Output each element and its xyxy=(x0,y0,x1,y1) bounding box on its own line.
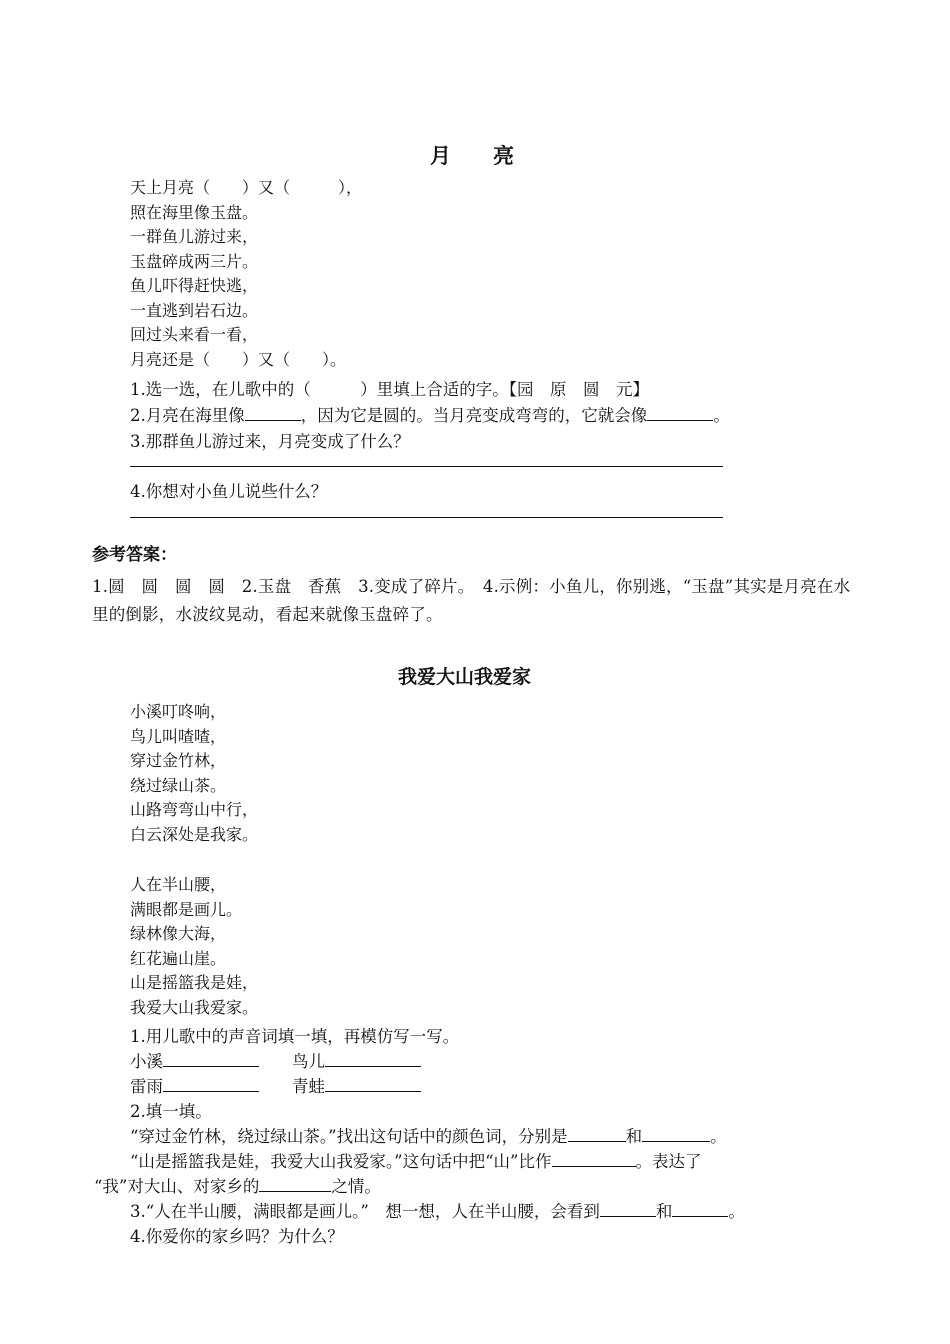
fill-label: 雷雨 xyxy=(130,1077,163,1096)
question-text: “我”对大山、对家乡的 xyxy=(94,1177,260,1196)
fill-label: 青蛙 xyxy=(292,1077,325,1096)
section1-question-1: 1.选一选，在儿歌中的（ ）里填上合适的字。【园 原 圆 元】 xyxy=(130,380,649,399)
poem-line: 鱼儿吓得赶快逃， xyxy=(130,276,259,295)
poem-line: 山是摇篮我是娃， xyxy=(130,973,259,992)
section2-question-2-line-1 xyxy=(130,1123,727,1147)
poem-line: 鸟儿叫喳喳， xyxy=(130,726,227,746)
answer-blank[interactable] xyxy=(552,1152,636,1167)
answer-blank[interactable] xyxy=(325,1052,421,1067)
answer-blank[interactable] xyxy=(642,1127,710,1142)
question-text: 。 xyxy=(713,406,730,425)
question-text: 2.月亮在海里像 xyxy=(130,406,245,425)
answers-heading: 参考答案： xyxy=(92,545,177,565)
question-text: “穿过金竹林，绕过绿山茶。”找出这句话中的颜色词，分别是 xyxy=(130,1127,568,1146)
poem-line: 一群鱼儿游过来， xyxy=(130,227,259,246)
fill-row xyxy=(130,1073,259,1097)
answer-blank[interactable] xyxy=(600,1202,656,1217)
section2-question-2-line-2 xyxy=(130,1148,702,1172)
poem-line: 红花遍山崖。 xyxy=(130,948,227,968)
answer-line[interactable] xyxy=(130,517,723,518)
fill-label: 鸟儿 xyxy=(292,1052,325,1071)
section2-stanza-2 xyxy=(130,873,258,1020)
section1-poem xyxy=(130,176,362,372)
section2-question-4: 4.你爱你的家乡吗？为什么？ xyxy=(130,1227,344,1246)
fill-row xyxy=(130,1048,259,1072)
poem-line: 人在半山腰， xyxy=(130,875,227,894)
answers-text: 1.圆 圆 圆 圆 2.玉盘 香蕉 3.变成了碎片。 4.示例：小鱼儿，你别逃，“玉盘”其实是月亮在水里的倒影，水波纹晃动，看起来就像玉盘碎了。 xyxy=(92,577,851,624)
poem-line: 山路弯弯山中行， xyxy=(130,800,259,819)
question-text: 之情。 xyxy=(331,1177,381,1196)
answer-line[interactable] xyxy=(130,466,723,467)
section1-question-4: 4.你想对小鱼儿说些什么？ xyxy=(130,482,328,501)
question-text: 。 xyxy=(710,1127,727,1146)
answer-blank[interactable] xyxy=(568,1127,626,1142)
poem-line: 满眼都是画儿。 xyxy=(130,899,243,919)
poem-line: 绿林像大海， xyxy=(130,924,227,943)
section2-title: 我爱大山我爱家 xyxy=(398,666,532,688)
question-text: “山是摇篮我是娃，我爱大山我爱家。”这句话中把“山”比作 xyxy=(130,1152,552,1171)
poem-line: 玉盘碎成两三片。 xyxy=(130,251,259,271)
poem-line: 天上月亮（ ）又（ ）， xyxy=(130,178,363,197)
fill-label: 小溪 xyxy=(130,1052,163,1071)
question-text: 3.“人在半山腰，满眼都是画儿。” 想一想，人在半山腰，会看到 xyxy=(130,1202,600,1221)
answer-blank[interactable] xyxy=(259,1177,331,1192)
question-text: 。表达了 xyxy=(635,1152,702,1171)
poem-line: 穿过金竹林， xyxy=(130,751,227,770)
poem-line: 绕过绿山茶。 xyxy=(130,775,227,795)
poem-line: 月亮还是（ ）又（ ）。 xyxy=(130,349,347,369)
answer-blank[interactable] xyxy=(245,406,301,421)
answer-blank[interactable] xyxy=(163,1052,259,1067)
poem-line: 照在海里像玉盘。 xyxy=(130,202,259,222)
poem-line: 小溪叮咚响， xyxy=(130,702,227,721)
section1-title: 月 亮 xyxy=(430,144,514,168)
section2-question-2: 2.填一填。 xyxy=(130,1102,212,1121)
section2-question-2-line-3 xyxy=(94,1173,381,1197)
answer-blank[interactable] xyxy=(672,1202,728,1217)
fill-row xyxy=(292,1073,421,1097)
question-text: ，因为它是圆的。当月亮变成弯弯的，它就会像 xyxy=(300,406,648,425)
answer-blank[interactable] xyxy=(647,406,713,421)
section2-stanza-1 xyxy=(130,700,258,847)
poem-line: 一直逃到岩石边。 xyxy=(130,300,259,320)
question-text: 和 xyxy=(655,1202,673,1221)
answer-blank[interactable] xyxy=(163,1077,259,1092)
question-text: 。 xyxy=(728,1202,745,1221)
section1-question-2 xyxy=(130,402,730,426)
poem-line: 我爱大山我爱家。 xyxy=(130,997,259,1017)
fill-row xyxy=(292,1048,421,1072)
section2-question-1: 1.用儿歌中的声音词填一填，再模仿写一写。 xyxy=(130,1027,460,1046)
poem-line: 回过头来看一看， xyxy=(130,325,259,344)
answer-blank[interactable] xyxy=(325,1077,421,1092)
section2-question-3 xyxy=(130,1198,745,1222)
section1-question-3: 3.那群鱼儿游过来，月亮变成了什么？ xyxy=(130,432,410,451)
poem-line: 白云深处是我家。 xyxy=(130,824,259,844)
question-text: 和 xyxy=(625,1127,643,1146)
